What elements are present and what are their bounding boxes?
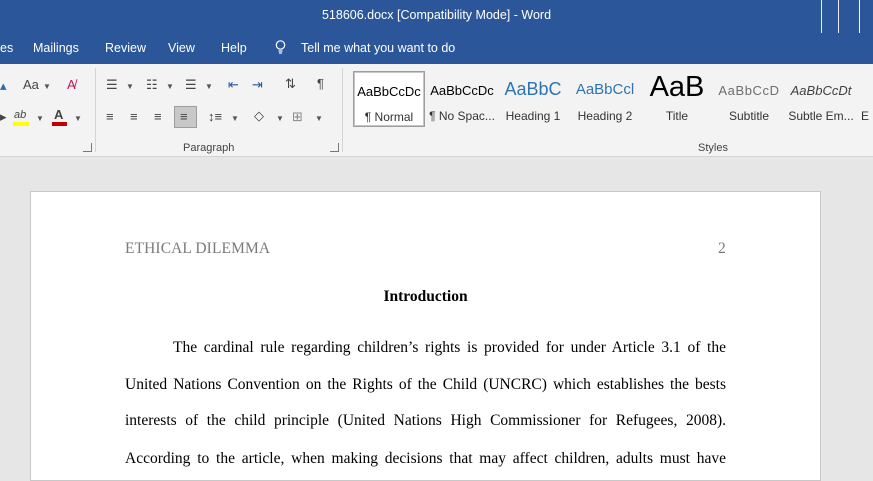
ribbon [0,64,873,157]
style-preview: AaBbCcl [575,81,635,98]
grow-font-icon[interactable]: ▴ [0,78,7,93]
increase-indent-icon[interactable]: ⇥ [252,77,263,92]
title-bar [0,0,873,33]
tell-me-search[interactable]: Tell me what you want to do [301,41,456,55]
highlight-icon[interactable]: ab [14,109,27,121]
restore-icon[interactable] [821,0,839,33]
body-line: The cardinal rule regarding children’s rights is provided for under Article 3.1 of the [173,339,726,356]
style-preview: AaBbCcDc [430,83,494,98]
window-title: 518606.docx [Compatibility Mode] - Word [321,8,552,22]
style-subtitle[interactable] [715,71,783,127]
tab-partial[interactable]: es [0,41,14,55]
style-label: Subtitle [728,109,770,123]
running-header: ETHICAL DILEMMA [125,240,271,257]
style-label: Heading 2 [577,109,633,123]
page-number: 2 [718,240,726,257]
style-label: Heading 1 [505,109,561,123]
lightbulb-icon [275,40,286,54]
align-right-icon[interactable]: ≡ [154,109,162,124]
chevron-down-icon: ▼ [126,82,134,91]
change-case-button[interactable]: Aa [23,77,39,92]
style-label: ¶ Normal [364,110,414,124]
style-label: ¶ No Spac... [429,109,495,123]
style-no-spacing[interactable] [427,71,497,127]
close-icon[interactable] [859,0,873,33]
tab-view[interactable]: View [168,41,195,55]
justify-icon: ≡ [180,109,188,124]
chevron-down-icon: ▼ [276,114,284,123]
styles-group-label: Styles [698,142,728,154]
align-left-icon[interactable]: ≡ [106,109,114,124]
clear-formatting-icon[interactable]: A̸ [67,77,76,92]
style-heading-2[interactable] [571,71,639,127]
style-label: E [861,109,870,123]
style-label: Title [665,109,689,123]
style-preview: AaBbCcD [718,83,780,98]
style-emphasis[interactable] [861,71,873,127]
style-normal[interactable] [353,71,425,127]
numbering-icon[interactable]: ☷ [146,77,158,92]
style-label: Subtle Em... [788,109,854,123]
tab-help[interactable]: Help [221,41,247,55]
chevron-down-icon: ▼ [315,114,323,123]
body-line: United Nations Convention on the Rights of the Child (UNCRC) which establishes the bests [125,376,726,393]
group-separator [95,68,96,152]
style-preview: AaBbCcDc [357,84,421,99]
bullets-icon[interactable]: ☰ [106,77,118,92]
font-color-icon[interactable]: A [54,107,64,122]
line-spacing-icon[interactable]: ↕≡ [208,109,223,124]
justify-button[interactable] [174,106,197,128]
chevron-down-icon: ▼ [43,82,51,91]
shading-icon[interactable]: ◇ [254,108,264,123]
paragraph-group-label: Paragraph [183,142,235,154]
tab-review[interactable]: Review [105,41,146,55]
section-heading: Introduction [383,288,468,305]
align-center-icon[interactable]: ≡ [130,109,138,124]
style-subtle-emphasis[interactable] [787,71,855,127]
multilevel-list-icon[interactable]: ☰ [185,77,197,92]
paragraph-dialog-launcher-icon[interactable] [330,143,339,152]
chevron-down-icon: ▼ [36,114,44,123]
chevron-down-icon: ▼ [231,114,239,123]
style-preview: AaB [649,71,705,103]
highlight-color-swatch [13,122,29,126]
style-preview: AaBbCcDt [790,83,852,98]
decrease-indent-icon[interactable]: ⇤ [228,77,239,92]
body-line: According to the article, when making decisions that may affect children, adults must have [125,450,726,467]
font-dialog-launcher-icon[interactable] [83,143,92,152]
chevron-down-icon: ▼ [205,82,213,91]
text-effects-icon[interactable]: ▸ [0,109,7,124]
chevron-down-icon: ▼ [166,82,174,91]
group-separator [342,68,343,152]
tab-mailings[interactable]: Mailings [33,41,79,55]
sort-icon[interactable]: ⇅ [285,76,296,91]
ribbon-tabs [0,33,873,64]
style-preview: AaBbC [504,79,562,99]
body-line: interests of the child principle (United Nations High Commissioner for Refugees, 2008). [125,412,726,429]
show-formatting-icon[interactable]: ¶ [317,76,324,91]
document-page[interactable] [30,191,821,481]
style-title[interactable] [643,71,711,127]
style-heading-1[interactable] [499,71,567,127]
borders-icon[interactable]: ⊞ [292,109,303,124]
chevron-down-icon: ▼ [74,114,82,123]
font-color-swatch [52,122,67,126]
